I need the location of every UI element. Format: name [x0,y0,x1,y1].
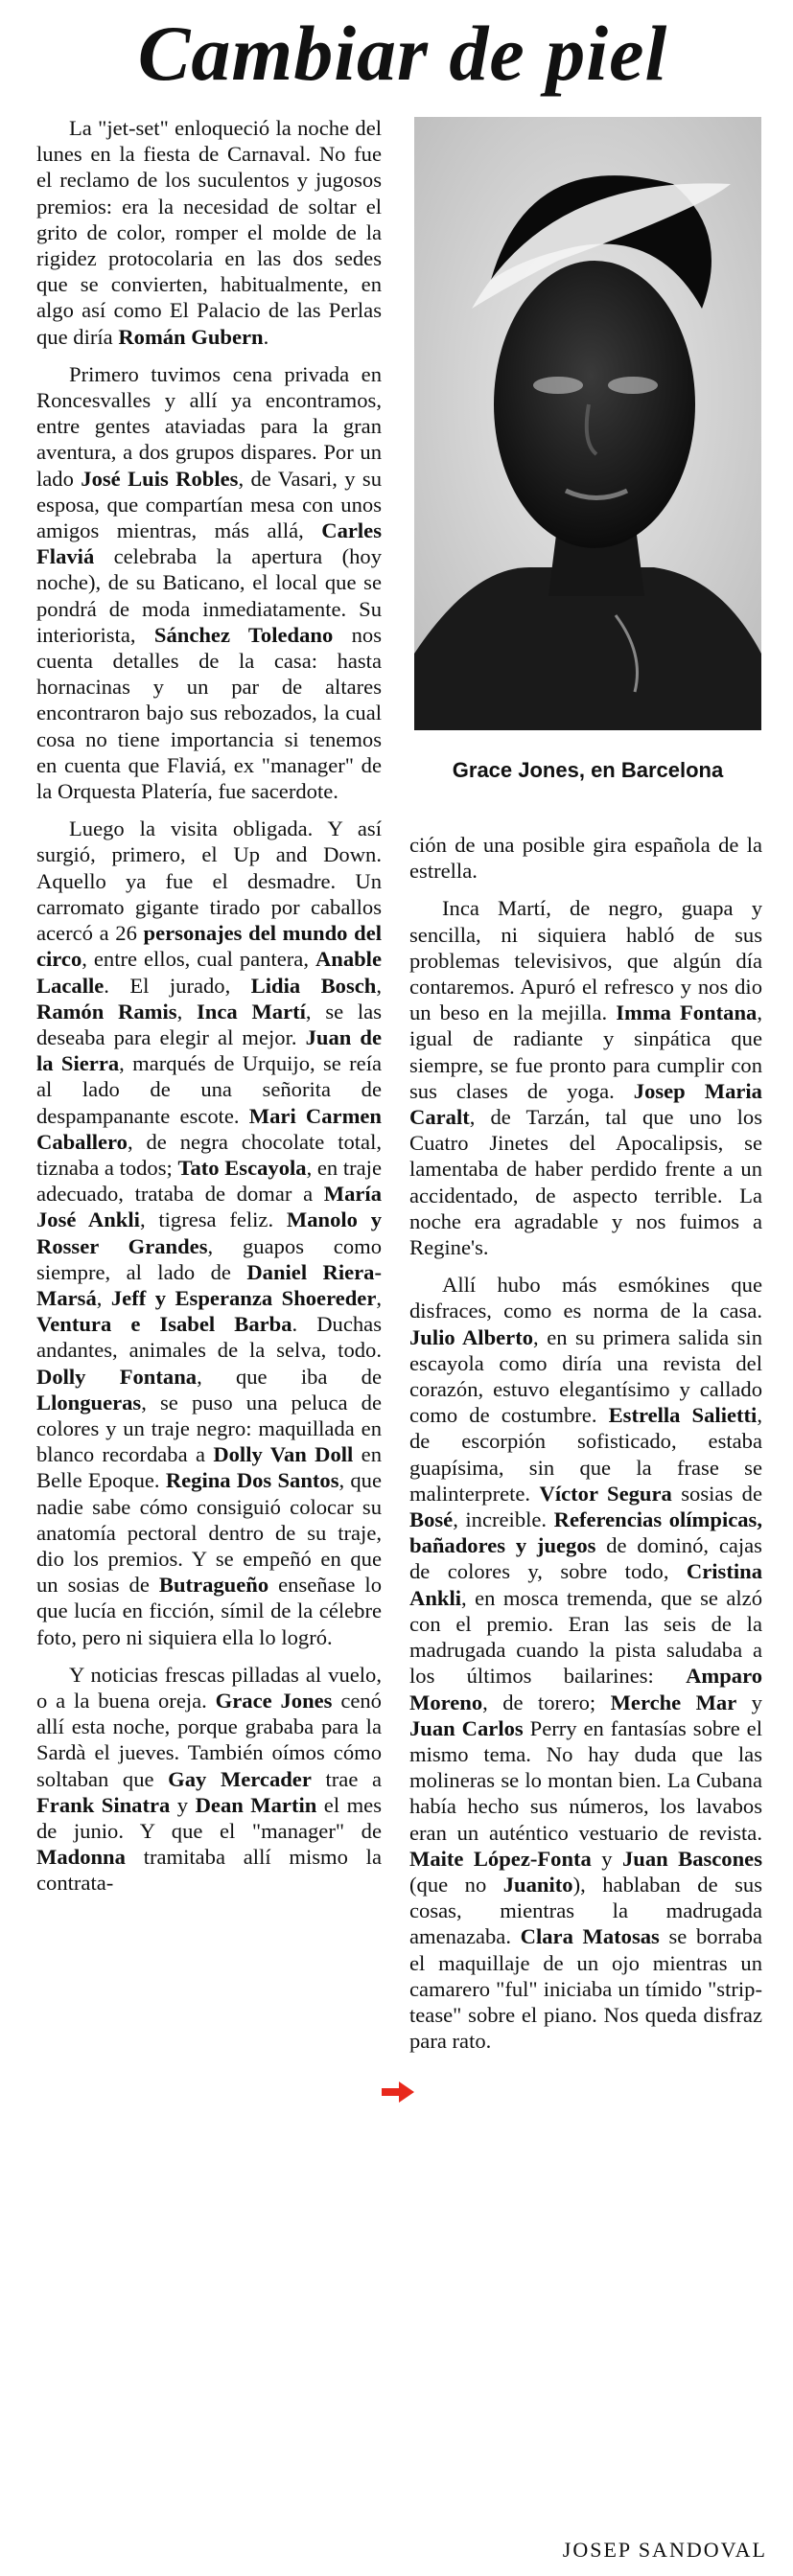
bold-name: Josep Maria Caralt [409,1078,762,1130]
text-run: , [376,1285,383,1310]
bold-name: Clara Matosas [520,1924,660,1949]
text-run: , se las deseaba para elegir al mejor. [36,999,383,1049]
text-run: y [591,1846,622,1871]
article-paragraph [409,895,762,1260]
bold-name: Llongueras [36,1390,142,1414]
text-run: , que iba de [197,1364,382,1389]
text-run: Allí hubo más esmókines que disfraces, como es norma de la casa. [409,1273,762,1323]
text-run: , marqués de Urquijo, se reía al lado de una señorita de despampanante escote. [36,1051,383,1128]
text-run: , de Vasari, y su esposa, que compartían mesa con unos amigos mientras, más allá, [36,466,382,543]
bold-name: Madonna [36,1845,126,1870]
author-signature: JOSEP SANDOVAL [562,2538,767,2562]
bold-name: José Luis Robles [81,466,239,491]
text-run: cenó allí esta noche, porque grababa para la Sardà el jueves. También oímos cómo soltaban que [36,1688,382,1791]
bold-name: Bosé [409,1507,454,1532]
bold-name: Estrella Salietti [608,1403,758,1428]
text-run: y [170,1792,196,1817]
bold-name: Frank Sinatra [36,1792,171,1817]
bold-name: Grace Jones [215,1688,333,1713]
article-paragraph [36,361,382,804]
bold-name: Amparo Moreno [409,1664,762,1714]
text-run: Primero tuvimos cena privada en Roncesvalles y allí ya encontramos, entre gentes ataviadas para la gran aventura, a dos grupos dispares. Por un lado [36,361,382,491]
bold-name: Carles Flaviá [36,518,382,569]
text-run: , de escorpión sofisticado, estaba guapísima, sin que la frase se malinterprete. [409,1403,762,1506]
text-run: Perry en fantasías sobre el mismo tema. No hay duda que las molineras se lo montan bien. La Cubana había hecho sus números, los lavabos eran un auténtico vestuario de revista. [409,1715,762,1845]
bold-name: Merche Mar [610,1690,737,1714]
text-run: , [96,1285,111,1310]
photo-caption: Grace Jones, en Barcelona [452,758,724,782]
bold-name: Juanito [502,1872,573,1897]
bold-name: Tato Escayola [177,1155,307,1180]
text-run: tramitaba allí mismo la contrata- [36,1845,382,1896]
article-paragraph [409,832,762,884]
bold-name: Manolo y Rosser Grandes [36,1208,382,1258]
text-run: , [176,999,197,1024]
bold-name: Dean Martin [195,1792,317,1817]
text-run: , en traje adecuado, trataba de domar a [36,1155,382,1207]
article-paragraph [409,1272,762,2054]
text-run: La "jet-set" enloqueció la noche del lunes en la fiesta de Carnaval. No fue el reclamo de los suculentos y jugosos premios: era la necesidad de soltar el grito de color, romper el molde de la rigidez protocolaria en las dos sedes que se convierten, habitualmente, en algo así como El Palacio de las Perlas que diría [36,116,382,349]
bold-name: Román Gubern [118,324,264,349]
portrait-image [414,117,761,730]
bold-name: Imma Fontana [616,1000,758,1025]
text-run: y [736,1690,762,1714]
article-paragraph [36,1662,382,1897]
bold-name: Lidia Bosch [250,973,377,998]
text-run: , guapos como siempre, al lado de [36,1233,382,1284]
bold-name: Dolly Fontana [36,1364,198,1389]
bold-name: Jeff y Esperanza Shoereder [110,1285,377,1310]
bold-name: Ramón Ramis [36,999,177,1024]
bold-name: Inca Martí [197,999,306,1024]
text-run: enseñase lo que lucía en ficción, símil de la célebre foto, pero ni siquiera ella lo logró. [36,1573,382,1649]
text-run: se borraba el maquillaje de un ojo mientras un camarero "ful" iniciaba un tímido "strip-tease" sobre el piano. Nos queda disfraz para rato. [409,1924,762,2054]
text-run: sosias de [671,1481,763,1506]
bold-name: Mari Carmen Caballero [36,1103,382,1154]
bold-name: Daniel Riera-Marsá [36,1259,382,1310]
text-run: Inca Martí, de negro, guapa y sencilla, ni siquiera habló de sus problemas televisivos, que algún día contaremos. Apuró el refresco y nos dio un beso en la mejilla. [409,896,762,1025]
article-column-left [36,115,382,1897]
text-run: , en su primera salida sin escayola como diría una revista del corazón, estuvo elegantísimo y callado como de costumbre. [409,1324,763,1428]
photo-grace-jones [414,117,761,730]
bold-name: Julio Alberto [409,1324,534,1349]
bold-name: Butragueño [158,1573,269,1598]
text-run: , entre ellos, cual pantera, [82,947,315,972]
text-run: , que nadie sabe cómo consiguió colocar su anatomía pectoral dentro de su traje, dio los premios. Y se empeñó en que un sosias de [36,1468,382,1598]
text-run: , de negra chocolate total, tiznaba a todos; [36,1129,382,1180]
bold-name: María José Ankli [36,1182,382,1232]
text-run: en Belle Epoque. [36,1442,382,1493]
text-run: , [376,973,382,998]
text-run: (que no [409,1872,503,1897]
article-paragraph [36,115,382,350]
text-run: ción de una posible gira española de la estrella. [409,833,762,884]
article-title: Cambiar de piel [137,10,668,97]
bold-name: Juan de la Sierra [36,1024,382,1076]
text-run: Y noticias frescas pilladas al vuelo, o a la buena oreja. [36,1662,382,1713]
text-run: , de torero; [482,1690,611,1714]
text-run: , igual de radiante y sinpática que siempre, se fue pronto para cumplir con sus clases de yoga. [409,1000,762,1103]
bold-name: Juan Bascones [621,1846,762,1871]
article-column-right [409,832,762,2054]
text-run: nos cuenta detalles de la casa: hasta hornacinas y un par de altares encontraron bajo sus rebozados, la cual cosa no tiene importancia si tenemos en cuenta que Flaviá, ex "manager" de la Orquesta Platería, fue sacerdote. [36,622,382,804]
text-run: ), hablaban de sus cosas, mientras la madrugada amenazaba. [409,1872,763,1949]
bold-name: Sánchez Toledano [153,622,334,647]
text-run: trae a [311,1766,382,1791]
bold-name: Anable Lacalle [36,947,382,998]
bold-name: Referencias olímpicas, bañadores y juegos [409,1507,762,1558]
text-run: . Duchas andantes, animales de la selva, todo. [36,1312,382,1363]
bold-name: Juan Carlos [409,1715,524,1740]
red-arrow-icon [382,2082,414,2103]
text-run: , increible. [453,1507,554,1532]
text-run: el mes de junio. Y que el "manager" de [36,1792,382,1843]
bold-name: Dolly Van Doll [213,1442,354,1467]
text-run: , en mosca tremenda, que se alzó con el premio. Eran las seis de la madrugada cuando la pista saludaba a los últimos bailarines: [409,1585,762,1689]
text-run: de dominó, cajas de colores y, sobre todo, [409,1533,762,1584]
bold-name: Maite López-Fonta [409,1846,592,1871]
text-run: , de Tarzán, tal que uno los Cuatro Jinetes del Apocalipsis, se lamentaba de haber perdido frente a un accidentado, de aspecto terrible. La noche era agradable y nos fuimos a Regine's. [409,1105,762,1260]
bold-name: Gay Mercader [168,1766,312,1791]
article-paragraph [36,816,382,1650]
text-run: , tigresa feliz. [139,1208,287,1232]
bold-name: Víctor Segura [539,1481,672,1506]
text-run: . [263,324,269,349]
text-run: , se puso una peluca de colores y un traje negro: maquillada en blanco recordaba a [36,1390,382,1467]
text-run: . El jurado, [104,973,251,998]
bold-name: Cristina Ankli [409,1559,762,1610]
text-run: celebraba la apertura (hoy noche), de su Baticano, el local que se pondrá de moda inmediatamente. Su interiorista, [36,544,382,647]
bold-name: personajes del mundo del circo [36,921,382,972]
text-run: Luego la visita obligada. Y así surgió, primero, el Up and Down. Aquello ya fue el desmadre. Un carromato gigante tirado por caballos acercó a 26 [36,816,382,946]
bold-name: Regina Dos Santos [165,1468,339,1493]
bold-name: Ventura e Isabel Barba [36,1312,292,1337]
